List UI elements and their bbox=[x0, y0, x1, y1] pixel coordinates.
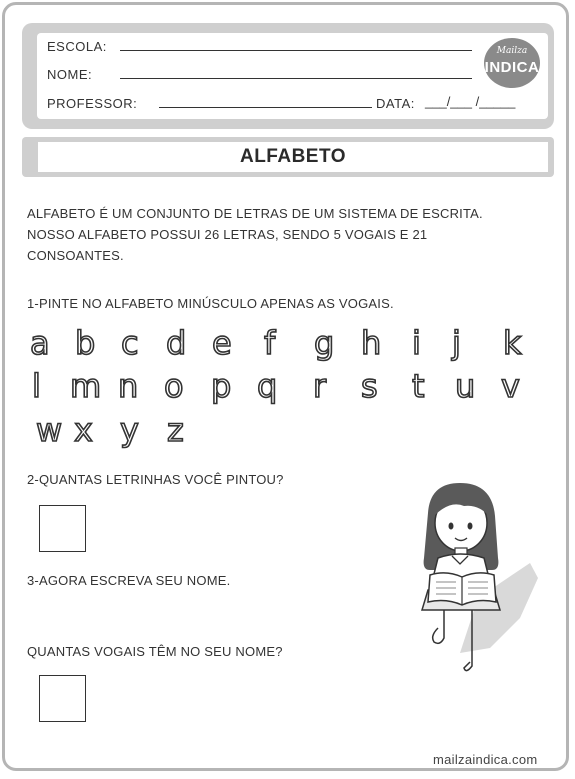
letter[interactable]: h bbox=[361, 324, 382, 362]
intro-line-1: ALFABETO É UM CONJUNTO DE LETRAS DE UM SISTEMA DE ESCRITA. bbox=[27, 206, 483, 221]
letter[interactable]: d bbox=[166, 324, 187, 362]
answer-box-vowels[interactable] bbox=[39, 675, 86, 722]
letter[interactable]: q bbox=[257, 367, 278, 405]
question-3: 3-AGORA ESCREVA SEU NOME. bbox=[27, 573, 231, 588]
leg-left bbox=[433, 610, 444, 643]
answer-box-count[interactable] bbox=[39, 505, 86, 552]
intro-line-2: NOSSO ALFABETO POSSUI 26 LETRAS, SENDO 5 VOGAIS E 21 bbox=[27, 227, 428, 242]
letter[interactable]: g bbox=[314, 324, 335, 362]
teacher-line[interactable] bbox=[159, 107, 372, 108]
letter[interactable]: i bbox=[412, 324, 421, 362]
school-line[interactable] bbox=[120, 50, 472, 51]
letter[interactable]: o bbox=[164, 367, 184, 405]
letter[interactable]: w bbox=[36, 411, 63, 449]
letter[interactable]: s bbox=[361, 367, 378, 405]
letter[interactable]: f bbox=[264, 324, 276, 362]
question-4: QUANTAS VOGAIS TÊM NO SEU NOME? bbox=[27, 644, 283, 659]
letter[interactable]: n bbox=[118, 367, 139, 405]
girl-reading-illustration bbox=[400, 478, 540, 683]
letter[interactable]: z bbox=[167, 411, 184, 449]
letter[interactable]: k bbox=[503, 324, 522, 362]
letter[interactable]: v bbox=[501, 367, 520, 405]
letter[interactable]: x bbox=[74, 411, 93, 449]
letter[interactable]: l bbox=[32, 367, 41, 405]
letter[interactable]: b bbox=[75, 324, 96, 362]
page-title: ALFABETO bbox=[38, 142, 548, 172]
brand-logo bbox=[484, 38, 540, 88]
footer-website[interactable]: mailzaindica.com bbox=[433, 752, 538, 767]
name-label: NOME: bbox=[47, 67, 93, 82]
intro-line-3: CONSOANTES. bbox=[27, 248, 124, 263]
logo-script: Mailza bbox=[496, 46, 528, 56]
school-label: ESCOLA: bbox=[47, 39, 107, 54]
letter[interactable]: t bbox=[412, 367, 425, 405]
letter[interactable]: a bbox=[30, 324, 50, 362]
question-1: 1-PINTE NO ALFABETO MINÚSCULO APENAS AS VOGAIS. bbox=[27, 296, 394, 311]
eye-left bbox=[449, 523, 454, 530]
letter[interactable]: u bbox=[455, 367, 476, 405]
letter[interactable]: j bbox=[452, 324, 461, 362]
eye-right bbox=[468, 523, 473, 530]
date-slots[interactable]: ___/___ /_____ bbox=[425, 94, 516, 109]
letter[interactable]: y bbox=[120, 411, 139, 449]
letter[interactable]: r bbox=[313, 367, 327, 405]
letter[interactable]: m bbox=[70, 367, 102, 405]
letter[interactable]: e bbox=[212, 324, 232, 362]
letter[interactable]: c bbox=[121, 324, 139, 362]
date-label: DATA: bbox=[376, 96, 415, 111]
question-2: 2-QUANTAS LETRINHAS VOCÊ PINTOU? bbox=[27, 472, 284, 487]
name-line[interactable] bbox=[120, 78, 472, 79]
teacher-label: PROFESSOR: bbox=[47, 96, 138, 111]
logo-text: INDICA bbox=[484, 59, 540, 76]
letter[interactable]: p bbox=[211, 367, 232, 405]
